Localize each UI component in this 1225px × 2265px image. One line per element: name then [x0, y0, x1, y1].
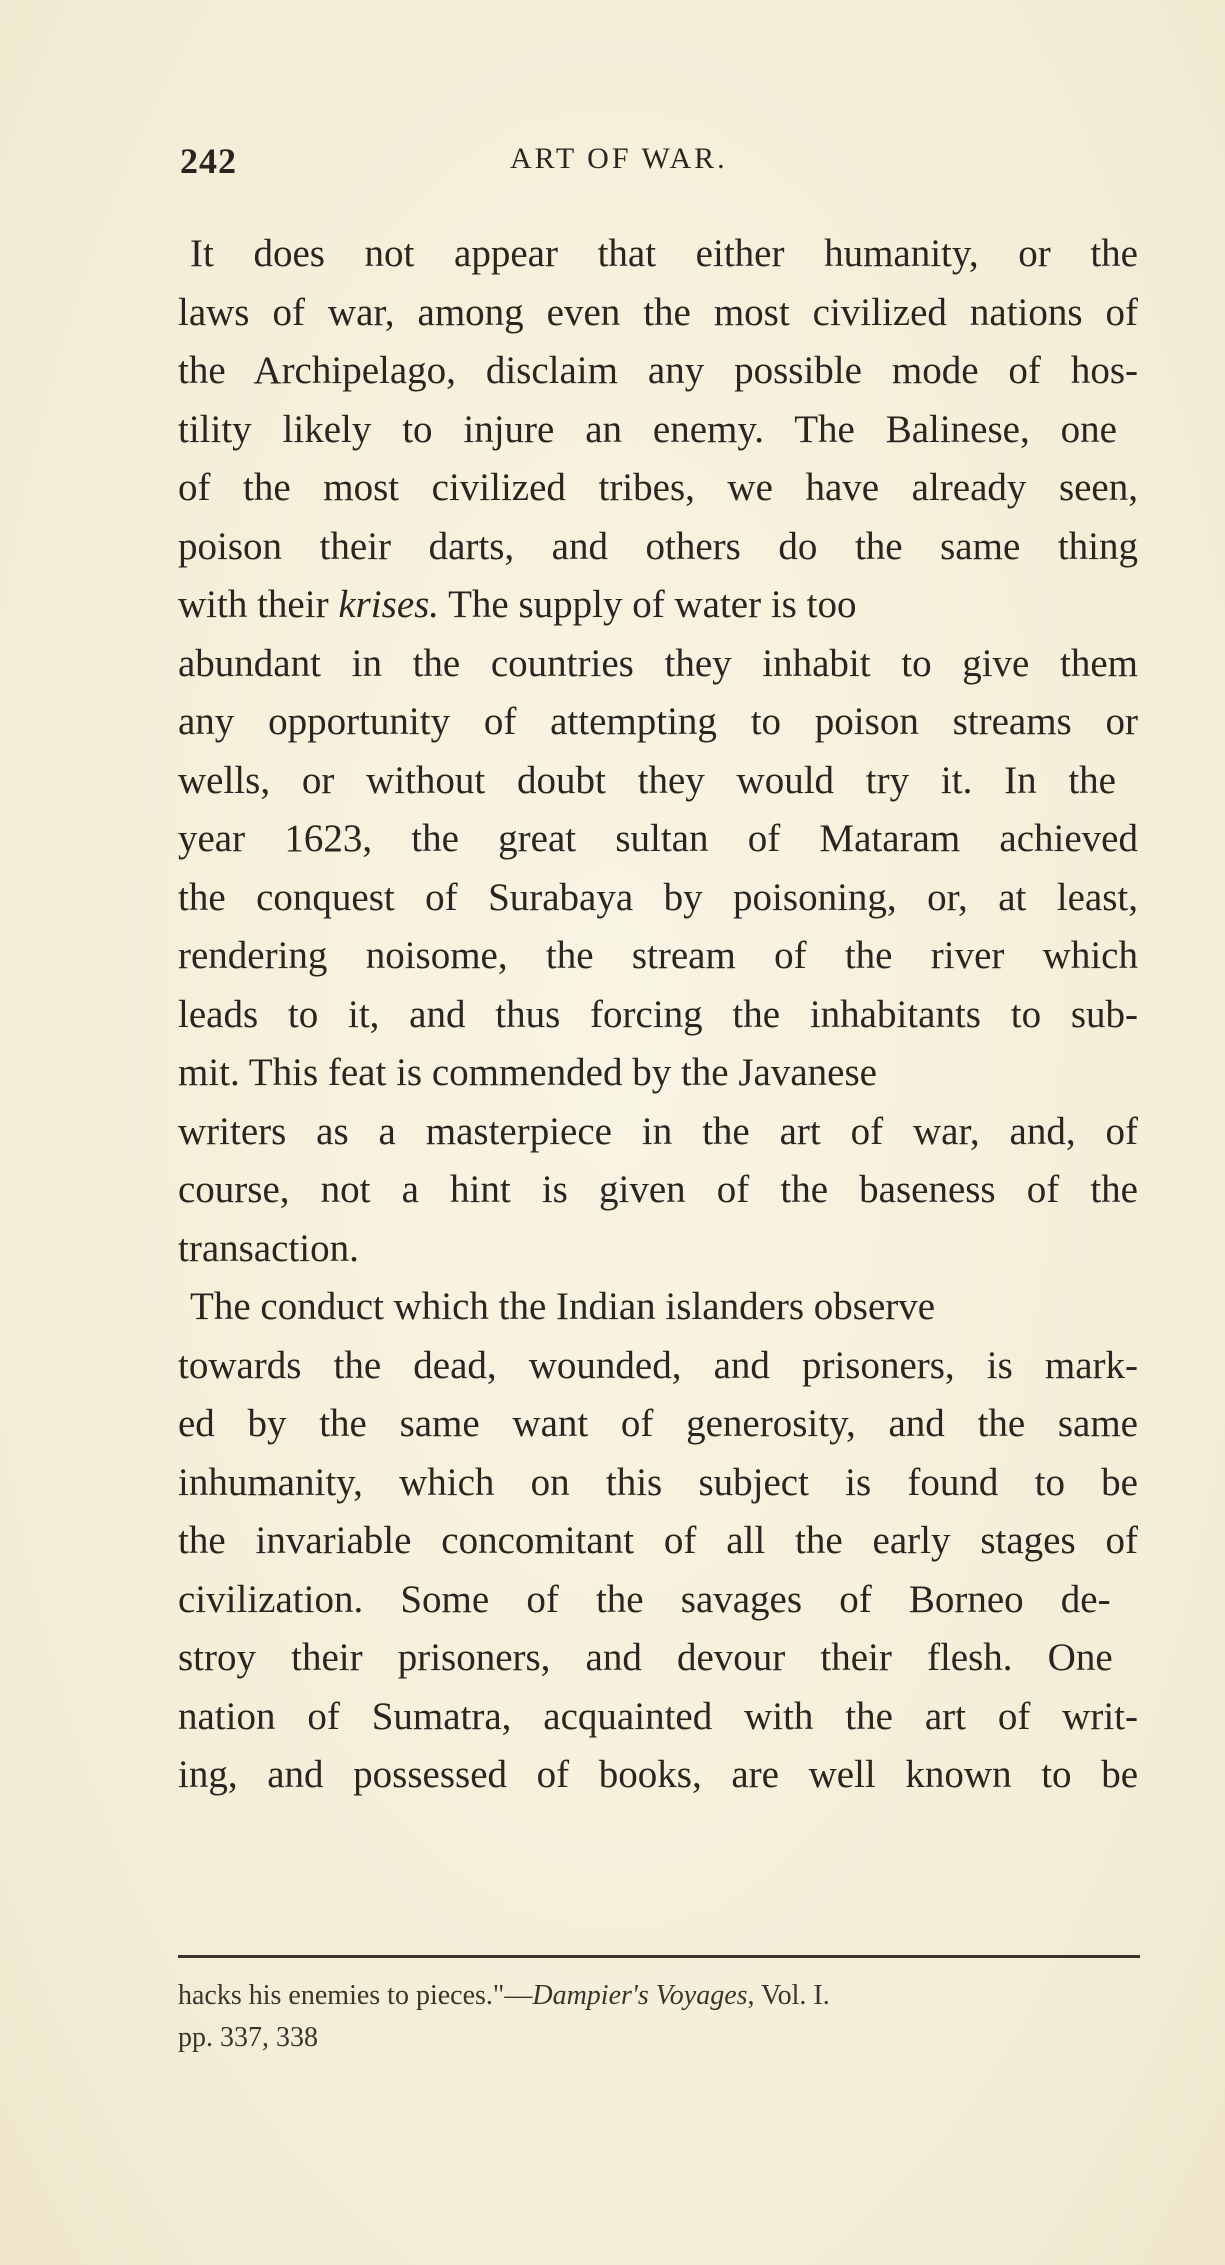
- footnote-divider: [178, 1955, 1140, 1958]
- text-segment: The supply of water is too: [439, 583, 857, 626]
- running-head: ART OF WAR.: [510, 142, 728, 175]
- footnote-line: [178, 1975, 1138, 2017]
- text-line: tility likely to injure an enemy. The Balinese, one: [178, 407, 1117, 451]
- text-line: the conquest of Surabaya by poisoning, or, at least,: [178, 875, 1138, 919]
- text-line: civilization. Some of the savages of Borneo de-: [178, 1577, 1111, 1621]
- paragraph-1: [178, 225, 1138, 1278]
- text-segment: with their: [178, 583, 339, 626]
- text-line: any opportunity of attempting to poison streams or: [178, 700, 1138, 743]
- text-line: leads to it, and thus forcing the inhabitants to sub-: [178, 992, 1138, 1036]
- italic-citation: Dampier's Voyages,: [532, 1980, 755, 2011]
- text-line: abundant in the countries they inhabit to give them: [178, 641, 1138, 685]
- text-line: It does not appear that either humanity, or the: [190, 232, 1138, 275]
- text-line: writers as a masterpiece in the art of war, and, of: [178, 1109, 1138, 1153]
- text-line: rendering noisome, the stream of the river which: [178, 934, 1138, 977]
- text-line: the Archipelago, disclaim any possible mode of hos-: [178, 349, 1138, 392]
- text-line: towards the dead, wounded, and prisoners, is mark-: [178, 1343, 1138, 1387]
- text-line: course, not a hint is given of the baseness of the: [178, 1168, 1138, 1211]
- text-line: The conduct which the Indian islanders observe: [190, 1285, 936, 1328]
- body-text: [178, 225, 1138, 1805]
- text-line: transaction.: [178, 1226, 359, 1270]
- page-number: 242: [180, 141, 237, 181]
- text-line: [178, 576, 1138, 635]
- page-header: [180, 140, 1025, 190]
- text-line: inhumanity, which on this subject is found to be: [178, 1460, 1138, 1504]
- text-line: mit. This feat is commended by the Javanese: [178, 1051, 877, 1094]
- italic-word: krises.: [338, 583, 440, 626]
- text-line: laws of war, among even the most civilized nations of: [178, 290, 1138, 334]
- footnote-line: pp. 337, 338: [178, 2022, 318, 2053]
- text-line: the invariable concomitant of all the early stages of: [178, 1519, 1138, 1562]
- text-segment: Vol. I.: [754, 1980, 830, 2011]
- text-line: nation of Sumatra, acquainted with the art of writ-: [178, 1694, 1138, 1738]
- footnote: [178, 1975, 1138, 2059]
- text-line: stroy their prisoners, and devour their flesh. One: [178, 1636, 1113, 1679]
- text-line: year 1623, the great sultan of Mataram achieved: [178, 817, 1138, 860]
- text-line: poison their darts, and others do the same thing: [178, 524, 1138, 568]
- paragraph-2: [178, 1278, 1138, 1805]
- text-line: wells, or without doubt they would try it. In the: [178, 758, 1116, 802]
- text-segment: hacks his enemies to pieces."—: [178, 1980, 533, 2011]
- text-line: ed by the same want of generosity, and the same: [178, 1402, 1138, 1445]
- text-line: of the most civilized tribes, we have already seen,: [178, 466, 1138, 509]
- text-line: ing, and possessed of books, are well known to be: [178, 1753, 1138, 1796]
